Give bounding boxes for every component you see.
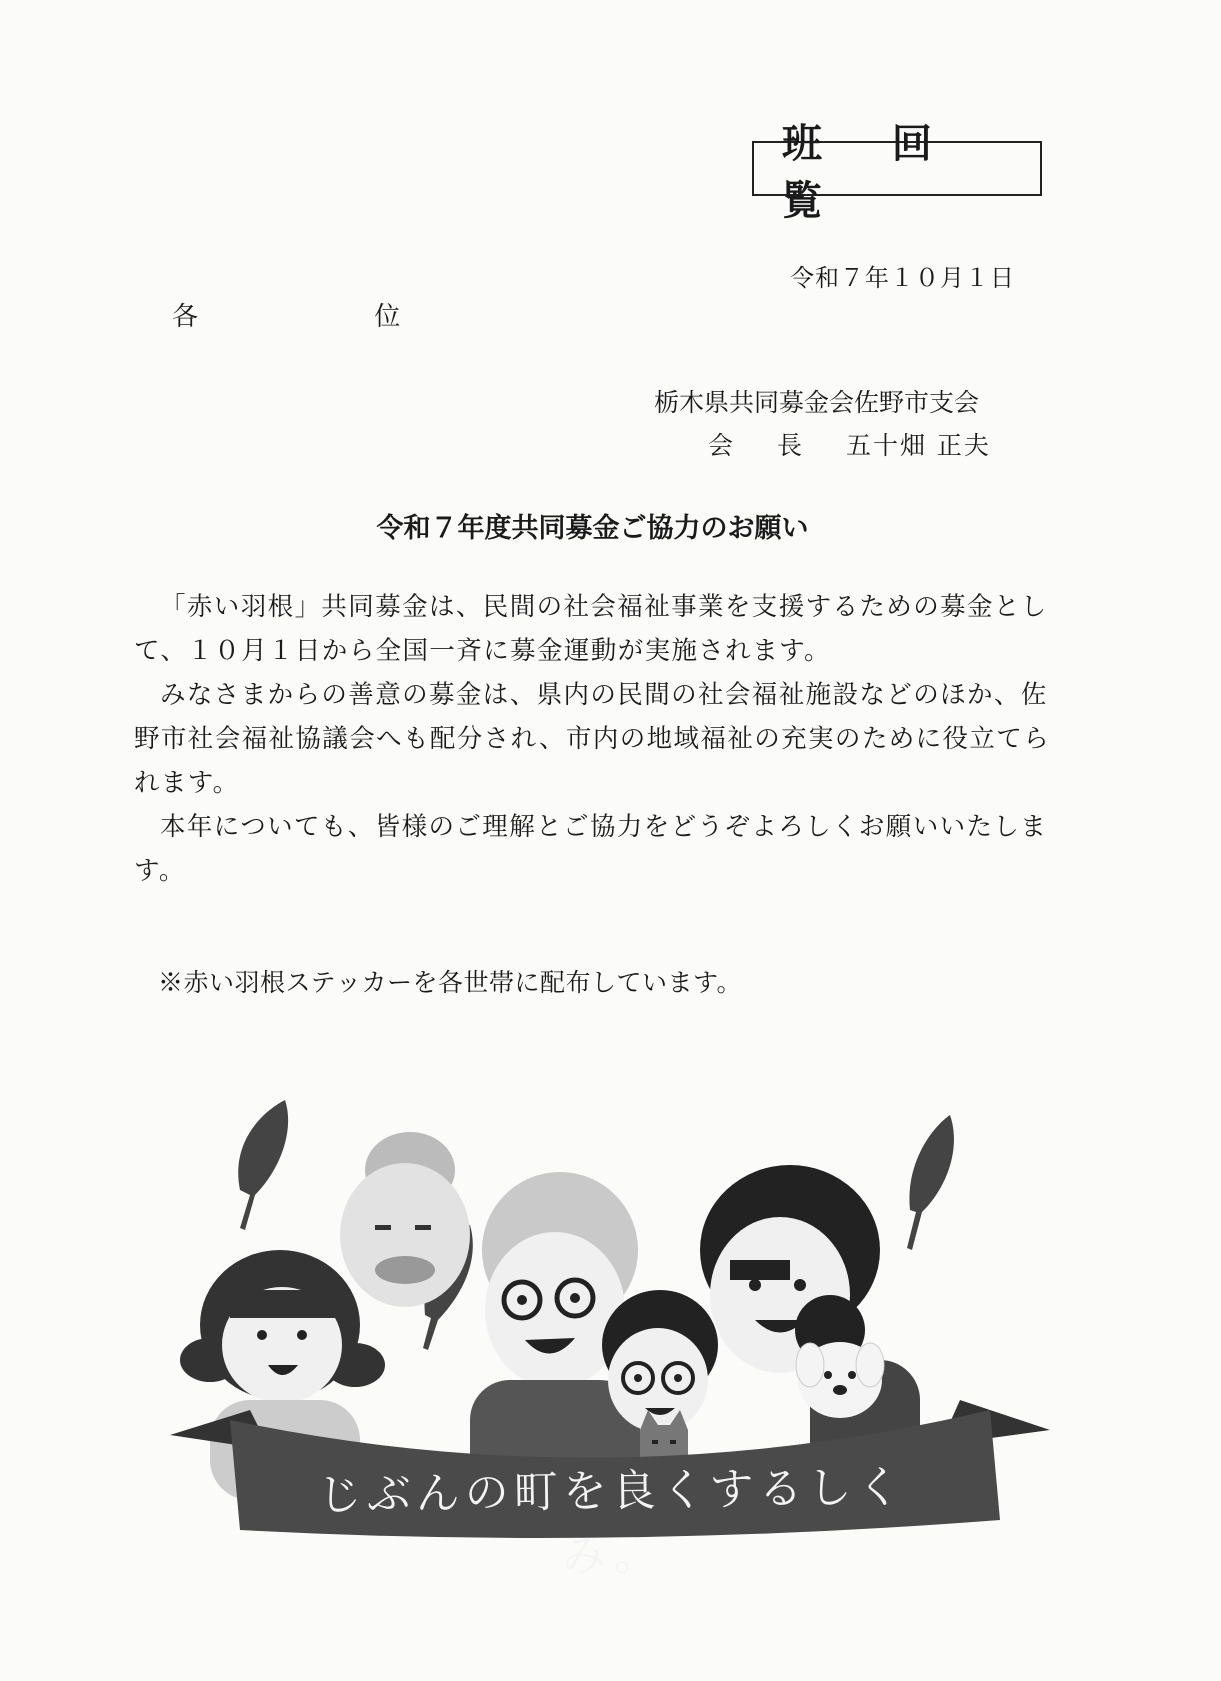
circulation-stamp: 班 回 覧	[752, 141, 1042, 196]
sender-name: 五十畑 正夫	[845, 431, 991, 460]
sender-chair	[708, 426, 991, 462]
boy-figure	[602, 1290, 718, 1432]
grandpa-figure	[340, 1132, 470, 1307]
paragraph-1: 「赤い羽根」共同募金は、民間の社会福祉事業を支援するための募金として、１０月１日から全国一斉に募金運動が実施されます。	[134, 592, 1048, 666]
paragraph-3: 本年についても、皆様のご理解とご協力をどうぞよろしくお願いいたします。	[134, 812, 1048, 886]
sender-title: 会 長	[708, 431, 820, 460]
body-text	[134, 585, 1054, 893]
addressee: 各 位	[172, 302, 485, 332]
document-title: 令和７年度共同募金ご協力のお願い	[376, 513, 809, 544]
sender-organization: 栃木県共同募金会佐野市支会	[654, 388, 980, 417]
feather-icon	[238, 1100, 288, 1230]
paragraph-2: みなさまからの善意の募金は、県内の民間の社会福祉施設などのほか、佐野市社会福祉協議会へも配分され、市内の地域福祉の充実のために役立てられます。	[134, 680, 1051, 798]
slogan-text: じぶんの町を良くするしくみ。	[317, 1461, 906, 1582]
issue-date: 令和７年１０月１日	[790, 264, 1015, 292]
feather-icon	[907, 1115, 954, 1250]
sticker-note: ※赤い羽根ステッカーを各世帯に配布しています。	[158, 968, 743, 997]
